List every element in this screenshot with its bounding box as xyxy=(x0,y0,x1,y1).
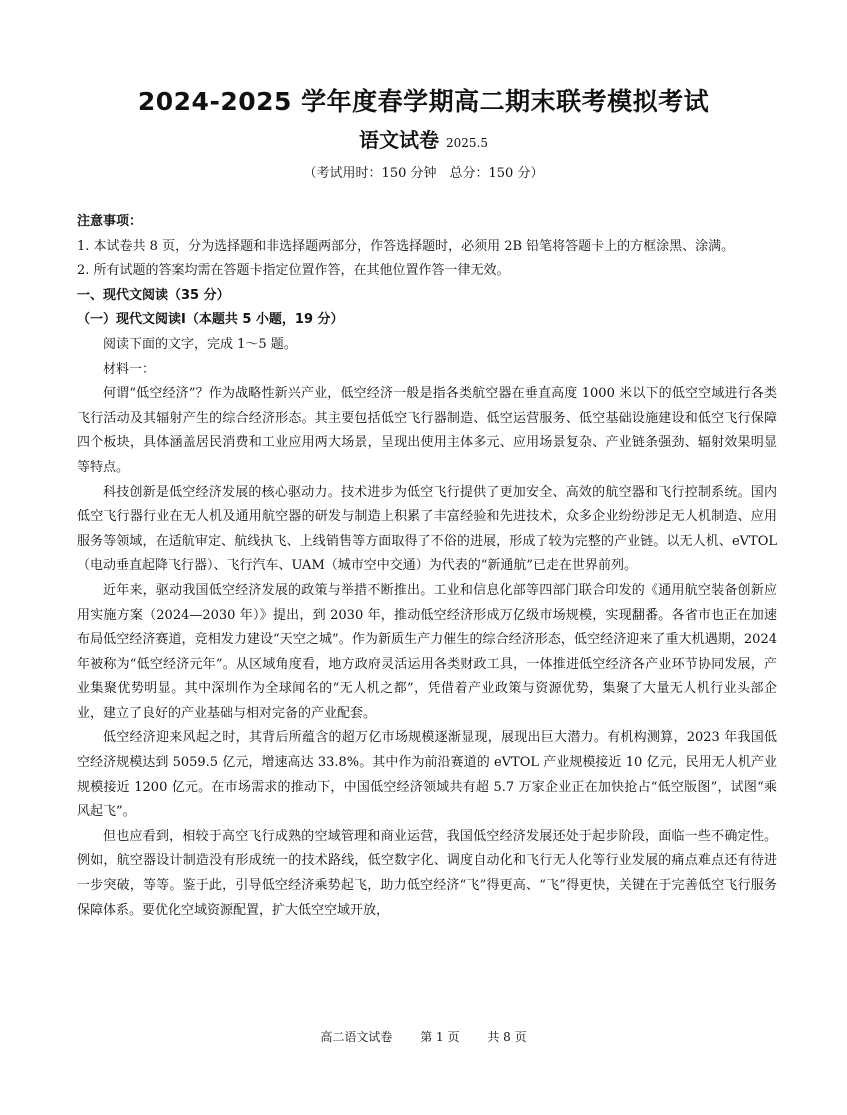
exam-subtitle xyxy=(0,124,847,153)
section-subheading: （一）现代文阅读Ⅰ（本题共 5 小题，19 分） xyxy=(77,312,344,328)
notes-heading: 注意事项： xyxy=(77,214,143,229)
footer-course: 高二语文试卷 xyxy=(320,1030,393,1044)
exam-date: 2025.5 xyxy=(445,136,488,150)
subject-label: 语文试卷 xyxy=(359,128,440,152)
exam-body xyxy=(77,210,777,923)
paragraph-4: 低空经济迎来风起之时，其背后所蕴含的超万亿市场规模逐渐显现，展现出巨大潜力。有机构测算，2023 年我国低空经济规模达到 5059.5 亿元，增速高达 33.8%。其中作为前沿赛道的 eVTOL 产业规模接近 10 亿元，民用无人机产业规模接近 1200 亿元。在市场需求的推动下，中国低空经济领域共有超 5.7 万家企业正在加快抢占“低空版图”，试图“乘风起飞”。 xyxy=(77,730,777,820)
note-item-2: 2. 所有试题的答案均需在答题卡指定位置作答，在其他位置作答一律无效。 xyxy=(77,263,510,279)
exam-info: （考试用时：150 分钟 总分：150 分） xyxy=(303,166,544,181)
reading-instruction: 阅读下面的文字，完成 1～5 题。 xyxy=(103,336,297,352)
page-footer xyxy=(0,1028,847,1045)
paragraph-1: 何谓“低空经济”？作为战略性新兴产业，低空经济一般是指各类航空器在垂直高度 1000 米以下的低空空域进行各类飞行活动及其辐射产生的综合经济形态。其主要包括低空飞行器制造、低空运营服务、低空基础设施建设和低空飞行保障四个板块，具体涵盖居民消费和工业应用两大场景，呈现出使用主体多元、应用场景复杂、产业链条强劲、辐射效果明显等特点。 xyxy=(77,386,777,475)
paragraph-5: 但也应看到，相较于高空飞行成熟的空域管理和商业运营，我国低空经济发展还处于起步阶段，面临一些不确定性。例如，航空器设计制造没有形成统一的技术路线，低空数字化、调度自动化和飞行无人化等行业发展的痛点难点还有待进一步突破，等等。鉴于此，引导低空经济乘势起飞，助力低空经济“飞”得更高、“飞”得更快，关键在于完善低空飞行服务保障体系。要优化空域资源配置，扩大低空空域开放， xyxy=(77,828,777,918)
footer-page-number: 第 1 页 xyxy=(420,1030,460,1044)
section-heading: 一、现代文阅读（35 分） xyxy=(77,287,230,303)
footer-total-pages: 共 8 页 xyxy=(487,1030,527,1044)
material-label: 材料一： xyxy=(103,361,156,377)
paragraph-3: 近年来，驱动我国低空经济发展的政策与举措不断推出。工业和信息化部等四部门联合印发的《通用航空装备创新应用实施方案（2024—2030 年）》提出，到 2030 年，推动低空经济形成万亿级市场规模，实现翻番。各省市也正在加速布局低空经济赛道，竞相发力建设“天空之城”。作为新质生产力催生的综合经济形态，低空经济迎来了重大机遇期，2024 年被称为“低空经济元年”。从区域角度看，地方政府灵活运用各类财政工具，一体推进低空经济各产业环节协同发展，产业集聚优势明显。其中深圳作为全球闻名的“无人机之都”，凭借着产业政策与资源优势，集聚了大量无人机行业头部企业，建立了良好的产业基础与相对完备的产业配套。 xyxy=(77,582,777,721)
paragraph-2: 科技创新是低空经济发展的核心驱动力。技术进步为低空飞行提供了更加安全、高效的航空器和飞行控制系统。国内低空飞行器行业在无人机及通用航空器的研发与制造上积累了丰富经验和先进技术，众多企业纷纷涉足无人机制造、应用服务等领域，在适航审定、航线执飞、上线销售等方面取得了不俗的进展，形成了较为完整的产业链。以无人机、eVTOL（电动垂直起降飞行器）、飞行汽车、UAM（城市空中交通）为代表的“新通航”已走在世界前列。 xyxy=(77,484,777,574)
exam-title: 2024-2025 学年度春学期高二期末联考模拟考试 xyxy=(137,87,710,116)
note-item-1: 1. 本试卷共 8 页，分为选择题和非选择题两部分，作答选择题时，必须用 2B 铅笔将答题卡上的方框涂黑、涂满。 xyxy=(77,238,735,254)
